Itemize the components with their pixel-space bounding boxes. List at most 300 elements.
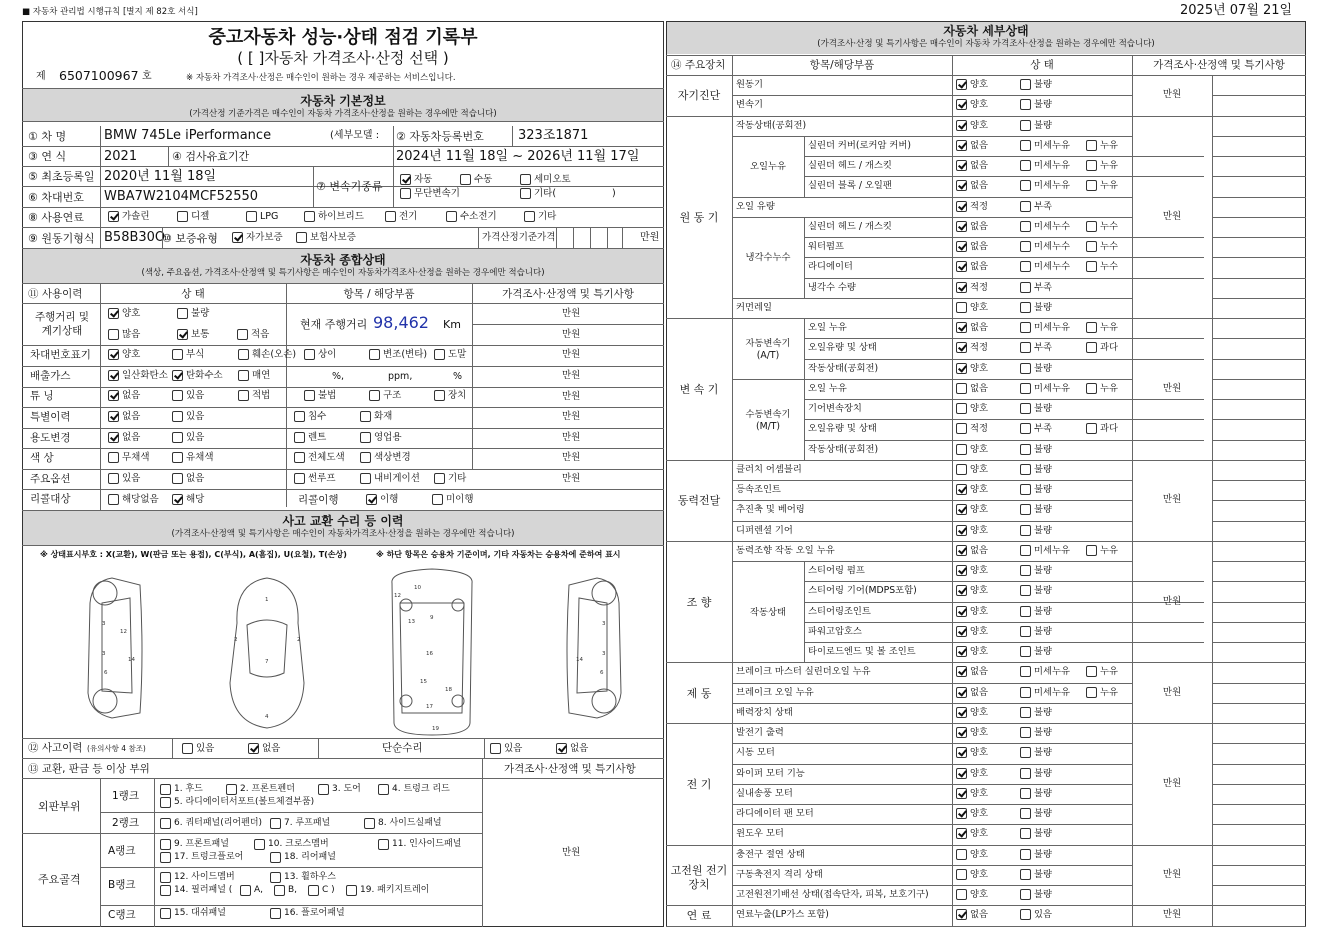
rule-line [732, 379, 1132, 380]
rank-rA_items-0-label: 9. 프론트패널 [174, 839, 229, 849]
trans-other-label: 기타( [534, 188, 557, 199]
detail-opt-0-1-0[interactable] [956, 99, 967, 110]
detail-group-1: 원 동 기 [679, 210, 719, 224]
detail-opt-6-3-1[interactable] [1020, 788, 1031, 799]
options-navigation-checkbox[interactable] [360, 473, 371, 484]
detail-opt-3-1-0[interactable] [956, 484, 967, 495]
trans-manual-checkbox[interactable] [460, 174, 471, 185]
current-mileage-value: 98,462 [373, 313, 429, 332]
form-reference: ■ 자동차 관리법 시행규칙 [별지 제 82호 서식] [22, 7, 198, 17]
rank-rB_items-6-label: 19. 패키지트레이 [360, 885, 430, 895]
detail-opt-label-1-8-1: 부족 [1034, 281, 1052, 293]
rule-line [1212, 743, 1306, 744]
rank-r1_items-2-label: 3. 도어 [332, 784, 361, 794]
detail-opt-2-3-0[interactable] [956, 383, 967, 394]
detail-opt-1-4-0[interactable] [956, 201, 967, 212]
rank-r2_items-0-checkbox[interactable] [160, 818, 171, 829]
rule-line [1132, 55, 1133, 927]
detail-item-1-0: 작동상태(공회전) [736, 119, 807, 131]
detail-opt-2-4-0[interactable] [956, 403, 967, 414]
engine-type-label: ⑨ 원동기형식 [28, 232, 95, 245]
rule-line [804, 622, 1204, 623]
rank-r2_items-1-checkbox[interactable] [270, 818, 281, 829]
detail-opt-label-4-2-0: 양호 [970, 585, 988, 597]
rule-line [1212, 419, 1306, 420]
fuel-0-checkbox[interactable] [108, 211, 119, 222]
color-change-checkbox[interactable] [360, 452, 371, 463]
options-other-label: 기타 [448, 473, 467, 484]
rank-r1_items-1-checkbox[interactable] [226, 784, 237, 795]
rank-r1_items-3-checkbox[interactable] [378, 784, 389, 795]
detail-opt-6-2-0[interactable] [956, 768, 967, 779]
detail-item-4-0: 동력조향 작동 오일 누유 [736, 544, 835, 556]
detail-price-unit-7: 만원 [1162, 868, 1182, 880]
usage-none-checkbox[interactable] [108, 432, 119, 443]
rank-rA_items-1-label: 10. 크로스멤버 [268, 839, 329, 849]
detail-opt-6-4-1[interactable] [1020, 808, 1031, 819]
rank-rA_items-1-checkbox[interactable] [254, 839, 265, 850]
year-value: 2021 [104, 149, 138, 164]
detail-opt-4-5-1[interactable] [1020, 646, 1031, 657]
detail-opt-1-7-0[interactable] [956, 261, 967, 272]
color-chromatic-checkbox[interactable] [172, 452, 183, 463]
detail-opt-5-0-0[interactable] [956, 666, 967, 677]
detail-opt-3-0-1[interactable] [1020, 464, 1031, 475]
detail-opt-label-7-0-0: 양호 [970, 848, 988, 860]
detail-opt-1-1-2[interactable] [1086, 140, 1097, 151]
detail-group-7: 고전원 전기장치 [670, 863, 728, 891]
exchange-area-label: ⑬ 교환, 판금 등 이상 부위 [28, 763, 150, 775]
major-options-label: 주요옵션 [30, 473, 71, 485]
detail-opt-label-3-0-1: 불량 [1034, 463, 1052, 475]
detail-opt-0-0-1[interactable] [1020, 79, 1031, 90]
tuning-3-checkbox[interactable] [304, 390, 315, 401]
tuning-2-checkbox[interactable] [238, 390, 249, 401]
detail-opt-label-1-6-2: 누수 [1100, 241, 1118, 252]
rank-rC_items-1-checkbox[interactable] [270, 908, 281, 919]
tuning-1-checkbox[interactable] [172, 390, 183, 401]
detail-opt-label-3-2-0: 양호 [970, 504, 988, 516]
vin-marking-4-checkbox[interactable] [369, 349, 380, 360]
usage-business-checkbox[interactable] [360, 432, 371, 443]
detail-opt-0-1-1[interactable] [1020, 99, 1031, 110]
detail-opt-4-0-2[interactable] [1086, 545, 1097, 556]
mileage-bad-checkbox[interactable] [177, 308, 188, 319]
emission-smoke-checkbox[interactable] [238, 370, 249, 381]
warranty-insurer-checkbox[interactable] [296, 232, 307, 243]
detail-opt-2-1-0[interactable] [956, 342, 967, 353]
detail-opt-label-7-1-0: 양호 [970, 868, 988, 880]
detail-opt-label-3-1-1: 불량 [1034, 484, 1052, 495]
rank-rA_items-3-checkbox[interactable] [160, 852, 171, 863]
price-unit-3: 만원 [562, 411, 581, 422]
detail-opt-label-7-2-0: 양호 [970, 889, 988, 900]
part-16: 16 [426, 651, 433, 657]
recall-target-checkbox[interactable] [172, 494, 183, 505]
form-subtitle: ( [ ]자동차 가격조사·산정 선택 ) [237, 49, 449, 67]
fuel-5-checkbox[interactable] [446, 211, 457, 222]
detail-opt-1-7-2[interactable] [1086, 261, 1097, 272]
detail-opt-2-6-1[interactable] [1020, 444, 1031, 455]
rank-r1_items-2-checkbox[interactable] [318, 784, 329, 795]
detail-opt-label-4-5-0: 양호 [970, 646, 988, 657]
detail-opt-label-6-0-0: 양호 [970, 727, 988, 738]
detail-opt-label-4-1-1: 불량 [1034, 565, 1052, 576]
fuel-1-checkbox[interactable] [177, 211, 188, 222]
repair-no-checkbox[interactable] [556, 743, 567, 754]
detail-opt-1-3-0[interactable] [956, 180, 967, 191]
trans-cvt-checkbox[interactable] [400, 188, 411, 199]
rule-line [804, 237, 1204, 238]
detail-opt-1-3-2[interactable] [1086, 180, 1097, 191]
rule-line [313, 166, 314, 207]
detail-opt-6-3-0[interactable] [956, 788, 967, 799]
detail-opt-2-5-0[interactable] [956, 423, 967, 434]
price-note-header: 가격조사·산정액 및 특기사항 [502, 288, 634, 300]
fuel-6-checkbox[interactable] [524, 211, 535, 222]
mileage-low-checkbox[interactable] [237, 329, 248, 340]
detail-opt-2-3-2[interactable] [1086, 383, 1097, 394]
detail-opt-label-8-0-1: 있음 [1034, 909, 1052, 921]
detail-opt-5-1-1[interactable] [1020, 687, 1031, 698]
trans-manual-label: 수동 [474, 174, 493, 185]
passenger-car-note: ※ 하단 항목은 승용차 기준이며, 기타 자동차는 승용차에 준하여 표시 [376, 550, 621, 559]
accident-yes-checkbox[interactable] [182, 743, 193, 754]
color-achromatic-checkbox[interactable] [108, 452, 119, 463]
detail-group-3: 동력전달 [677, 494, 721, 508]
detail-opt-3-2-1[interactable] [1020, 504, 1031, 515]
rank-rB_items-6-checkbox[interactable] [346, 885, 357, 896]
detail-group-5: 제 동 [686, 686, 712, 700]
detail-item-4-3: 스티어링조인트 [808, 605, 871, 617]
detail-opt-7-2-0[interactable] [956, 889, 967, 900]
year-label: ③ 연 식 [28, 150, 67, 163]
rule-line [732, 885, 1132, 886]
rank-r1_items-4-checkbox[interactable] [160, 797, 171, 808]
usage-yes-checkbox[interactable] [172, 432, 183, 443]
rank-rB_items-2-checkbox[interactable] [160, 885, 171, 896]
trans-auto-checkbox[interactable] [400, 174, 411, 185]
detail-opt-label-2-1-1: 부족 [1034, 342, 1052, 354]
part-17: 17 [426, 704, 433, 710]
detail-opt-6-2-1[interactable] [1020, 768, 1031, 779]
detail-opt-8-0-0[interactable] [956, 909, 967, 920]
detail-opt-4-1-0[interactable] [956, 565, 967, 576]
options-yes-checkbox[interactable] [108, 473, 119, 484]
emission-co-checkbox[interactable] [108, 370, 119, 381]
detail-item-3-0: 클러치 어셈블리 [736, 463, 802, 475]
detail-opt-0-0-0[interactable] [956, 79, 967, 90]
accident-no-checkbox[interactable] [248, 743, 259, 754]
detail-opt-4-5-0[interactable] [956, 646, 967, 657]
recall-done-checkbox[interactable] [366, 494, 377, 505]
rule-line [1212, 521, 1306, 522]
warranty-self-checkbox[interactable] [232, 232, 243, 243]
rank-rA_items-2-checkbox[interactable] [378, 839, 389, 850]
exchange-price-unit: 만원 [562, 847, 581, 858]
pillar-a-checkbox[interactable] [240, 885, 251, 896]
emission-hc-checkbox[interactable] [172, 370, 183, 381]
rule-line [732, 561, 1132, 562]
part-9: 9 [430, 615, 434, 621]
rank-r2_items-2-checkbox[interactable] [364, 818, 375, 829]
pillar-b-checkbox[interactable] [274, 885, 285, 896]
inspection-label: ④ 검사유효기간 [172, 150, 250, 163]
detail-item-1-2: 실린더 헤드 / 개스킷 [808, 160, 892, 171]
rule-line [573, 228, 574, 248]
options-no-label: 없음 [186, 473, 205, 484]
recall-not-done-checkbox[interactable] [432, 494, 443, 505]
special-yes-label: 있음 [186, 411, 205, 422]
vin-marking-0-label: 양호 [122, 349, 141, 360]
vin-marking-5-checkbox[interactable] [434, 349, 445, 360]
detail-opt-1-7-1[interactable] [1020, 261, 1031, 272]
detail-opt-7-0-1[interactable] [1020, 849, 1031, 860]
detail-opt-label-4-1-0: 양호 [970, 565, 988, 576]
detail-opt-4-0-0[interactable] [956, 545, 967, 556]
detail-item-1-1: 실린더 커버(로커암 커버) [808, 139, 911, 151]
rule-line [666, 662, 1306, 663]
detail-opt-2-0-2[interactable] [1086, 322, 1097, 333]
tuning-1-label: 있음 [186, 390, 205, 401]
detail-opt-2-0-0[interactable] [956, 322, 967, 333]
detail-opt-label-3-0-0: 양호 [970, 463, 988, 475]
detail-opt-4-0-1[interactable] [1020, 545, 1031, 556]
rank-r1_items-0-label: 1. 후드 [174, 784, 203, 794]
accident-title: 사고 교환 수리 등 이력 [282, 514, 404, 528]
tuning-0-checkbox[interactable] [108, 390, 119, 401]
detail-opt-3-0-0[interactable] [956, 464, 967, 475]
rank-b-label: B랭크 [108, 879, 136, 891]
price-unit-5: 만원 [562, 452, 581, 463]
color-full-paint-checkbox[interactable] [294, 452, 305, 463]
detail-opt-2-4-1[interactable] [1020, 403, 1031, 414]
part-1: 1 [265, 597, 269, 603]
rule-line [1212, 156, 1306, 157]
rule-line [804, 419, 1204, 420]
detail-opt-label-5-1-2: 누유 [1100, 686, 1118, 698]
rule-line [1212, 440, 1306, 441]
detail-opt-7-1-0[interactable] [956, 869, 967, 880]
inspection-period: 2024년 11월 18일 ~ 2026년 11월 17일 [396, 149, 640, 164]
detail-opt-4-2-1[interactable] [1020, 585, 1031, 596]
tuning-5-checkbox[interactable] [434, 390, 445, 401]
detail-opt-2-2-1[interactable] [1020, 363, 1031, 374]
detail-opt-6-5-0[interactable] [956, 828, 967, 839]
detail-opt-4-1-1[interactable] [1020, 565, 1031, 576]
detail-opt-1-1-0[interactable] [956, 140, 967, 151]
rank-rC_items-1-label: 16. 플로어패널 [284, 908, 345, 918]
fuel-4-checkbox[interactable] [385, 211, 396, 222]
tuning-4-label: 구조 [383, 390, 402, 401]
special-fire-checkbox[interactable] [360, 411, 371, 422]
detail-opt-2-1-1[interactable] [1020, 342, 1031, 353]
rank-rC_items-0-checkbox[interactable] [160, 908, 171, 919]
detail-opt-label-1-7-1: 미세누수 [1034, 261, 1070, 273]
detail-opt-3-3-1[interactable] [1020, 525, 1031, 536]
detail-opt-6-1-1[interactable] [1020, 747, 1031, 758]
detail-opt-3-2-0[interactable] [956, 504, 967, 515]
detail-opt-1-5-1[interactable] [1020, 221, 1031, 232]
fuel-2-checkbox[interactable] [246, 211, 257, 222]
detail-opt-label-7-0-1: 불량 [1034, 848, 1052, 860]
rule-line [100, 905, 482, 906]
detail-opt-1-9-1[interactable] [1020, 302, 1031, 313]
special-yes-checkbox[interactable] [172, 411, 183, 422]
detail-opt-2-5-1[interactable] [1020, 423, 1031, 434]
trans-semi-auto-checkbox[interactable] [520, 174, 531, 185]
rule-line [732, 521, 1132, 522]
detail-opt-2-6-0[interactable] [956, 444, 967, 455]
detail-opt-1-6-1[interactable] [1020, 241, 1031, 252]
detail-opt-1-1-1[interactable] [1020, 140, 1031, 151]
recall-none-checkbox[interactable] [108, 494, 119, 505]
detail-opt-6-5-1[interactable] [1020, 828, 1031, 839]
detail-item-7-0: 충전구 절연 상태 [736, 848, 805, 860]
detail-opt-2-2-0[interactable] [956, 363, 967, 374]
trans-other-checkbox[interactable] [520, 188, 531, 199]
detail-opt-label-2-6-0: 양호 [970, 443, 988, 455]
detail-opt-2-3-1[interactable] [1020, 383, 1031, 394]
detail-opt-6-1-0[interactable] [956, 747, 967, 758]
detail-opt-6-0-1[interactable] [1020, 727, 1031, 738]
detail-opt-1-3-1[interactable] [1020, 180, 1031, 191]
detail-opt-label-4-4-0: 양호 [970, 625, 988, 637]
detail-opt-1-2-2[interactable] [1086, 160, 1097, 171]
detail-opt-1-8-0[interactable] [956, 282, 967, 293]
detail-opt-8-0-1[interactable] [1020, 909, 1031, 920]
detail-opt-5-0-1[interactable] [1020, 666, 1031, 677]
detail-opt-label-8-0-0: 없음 [970, 909, 988, 921]
detail-opt-4-3-1[interactable] [1020, 606, 1031, 617]
detail-opt-1-9-0[interactable] [956, 302, 967, 313]
rank-r1_items-0-checkbox[interactable] [160, 784, 171, 795]
detail-opt-1-5-0[interactable] [956, 221, 967, 232]
vin-marking-0-checkbox[interactable] [108, 349, 119, 360]
detail-opt-1-5-2[interactable] [1086, 221, 1097, 232]
detail-opt-2-0-1[interactable] [1020, 322, 1031, 333]
detail-opt-5-1-2[interactable] [1086, 687, 1097, 698]
rule-line [666, 55, 1306, 56]
detail-opt-1-2-0[interactable] [956, 160, 967, 171]
rule-line [482, 758, 483, 927]
rank-2-label: 2랭크 [112, 817, 139, 829]
main-frame-label: 주요골격 [38, 873, 81, 886]
repair-yes-checkbox[interactable] [490, 743, 501, 754]
detail-opt-4-4-1[interactable] [1020, 626, 1031, 637]
rule-line [804, 176, 1204, 177]
left-side-window [102, 598, 132, 693]
detail-opt-5-2-0[interactable] [956, 707, 967, 718]
detail-opt-label-1-6-0: 없음 [970, 241, 988, 252]
pillar-b-label: B, [288, 885, 298, 895]
rank-rA_items-4-checkbox[interactable] [270, 852, 281, 863]
options-no-checkbox[interactable] [172, 473, 183, 484]
detail-opt-2-1-2[interactable] [1086, 342, 1097, 353]
rule-line [22, 121, 664, 122]
detail-opt-7-0-0[interactable] [956, 849, 967, 860]
warranty-label: ⑩ 보증유형 [162, 232, 218, 245]
part-13: 13 [408, 619, 415, 625]
part-6: 6 [104, 670, 108, 676]
detail-opt-3-3-0[interactable] [956, 525, 967, 536]
detail-opt-5-1-0[interactable] [956, 687, 967, 698]
detail-opt-1-6-2[interactable] [1086, 241, 1097, 252]
rule-line [732, 55, 733, 927]
rule-line [172, 738, 173, 758]
mileage-normal-checkbox[interactable] [177, 329, 188, 340]
detail-opt-6-0-0[interactable] [956, 727, 967, 738]
detail-opt-3-1-1[interactable] [1020, 484, 1031, 495]
tuning-4-checkbox[interactable] [369, 390, 380, 401]
options-other-checkbox[interactable] [434, 473, 445, 484]
options-sunroof-checkbox[interactable] [294, 473, 305, 484]
vin-marking-1-checkbox[interactable] [172, 349, 183, 360]
part-15: 15 [420, 679, 427, 685]
usage-rent-checkbox[interactable] [294, 432, 305, 443]
rank-rB_items-1-label: 13. 휠하우스 [284, 872, 336, 882]
detail-item-3-2: 추진축 및 베어링 [736, 504, 805, 516]
rank-rA_items-0-checkbox[interactable] [160, 839, 171, 850]
rule-line [804, 581, 1204, 582]
detail-opt-4-4-0[interactable] [956, 626, 967, 637]
detail-opt-4-3-0[interactable] [956, 606, 967, 617]
mileage-high-checkbox[interactable] [108, 329, 119, 340]
rank-rB_items-1-checkbox[interactable] [270, 872, 281, 883]
vin-marking-3-checkbox[interactable] [304, 349, 315, 360]
detail-opt-7-2-1[interactable] [1020, 889, 1031, 900]
part-3rb: 3 [602, 651, 606, 657]
rule-line [22, 545, 664, 546]
rule-line [666, 318, 1306, 319]
usage-change-label: 용도변경 [30, 432, 71, 444]
mileage-good-checkbox[interactable] [108, 308, 119, 319]
part-6r: 6 [600, 670, 604, 676]
detail-item-6-4: 라디에이터 팬 모터 [736, 808, 814, 819]
detail-opt-1-2-1[interactable] [1020, 160, 1031, 171]
special-none-checkbox[interactable] [108, 411, 119, 422]
rank-rB_items-0-checkbox[interactable] [160, 872, 171, 883]
special-flood-checkbox[interactable] [294, 411, 305, 422]
detail-opt-7-1-1[interactable] [1020, 869, 1031, 880]
fuel-3-checkbox[interactable] [304, 211, 315, 222]
detail-opt-2-5-2[interactable] [1086, 423, 1097, 434]
detail-opt-1-4-1[interactable] [1020, 201, 1031, 212]
detail-opt-1-6-0[interactable] [956, 241, 967, 252]
rule-line [1212, 257, 1306, 258]
engine-type-value: B58B30O [104, 230, 166, 245]
color-label: 색 상 [30, 452, 54, 464]
rank-rA_items-3-label: 17. 트렁크플로어 [174, 852, 244, 862]
base-price-unit: 만원 [640, 232, 660, 243]
detail-opt-1-0-0[interactable] [956, 120, 967, 131]
detail-opt-label-3-1-0: 양호 [970, 484, 988, 495]
detail-opt-1-0-1[interactable] [1020, 120, 1031, 131]
detail-item-6-0: 발전기 출력 [736, 727, 784, 738]
vin-marking-4-label: 변조(변타) [383, 349, 428, 360]
detail-opt-5-0-2[interactable] [1086, 666, 1097, 677]
detail-opt-5-2-1[interactable] [1020, 707, 1031, 718]
rule-line [732, 480, 1132, 481]
vin-marking-2-checkbox[interactable] [238, 349, 249, 360]
detail-opt-6-4-0[interactable] [956, 808, 967, 819]
detail-opt-1-8-1[interactable] [1020, 282, 1031, 293]
detail-opt-4-2-0[interactable] [956, 585, 967, 596]
pillar-c-checkbox[interactable] [308, 885, 319, 896]
part-12: 12 [120, 629, 127, 635]
detail-opt-label-2-3-1: 미세누유 [1034, 382, 1070, 394]
part-3: 3 [102, 621, 106, 627]
